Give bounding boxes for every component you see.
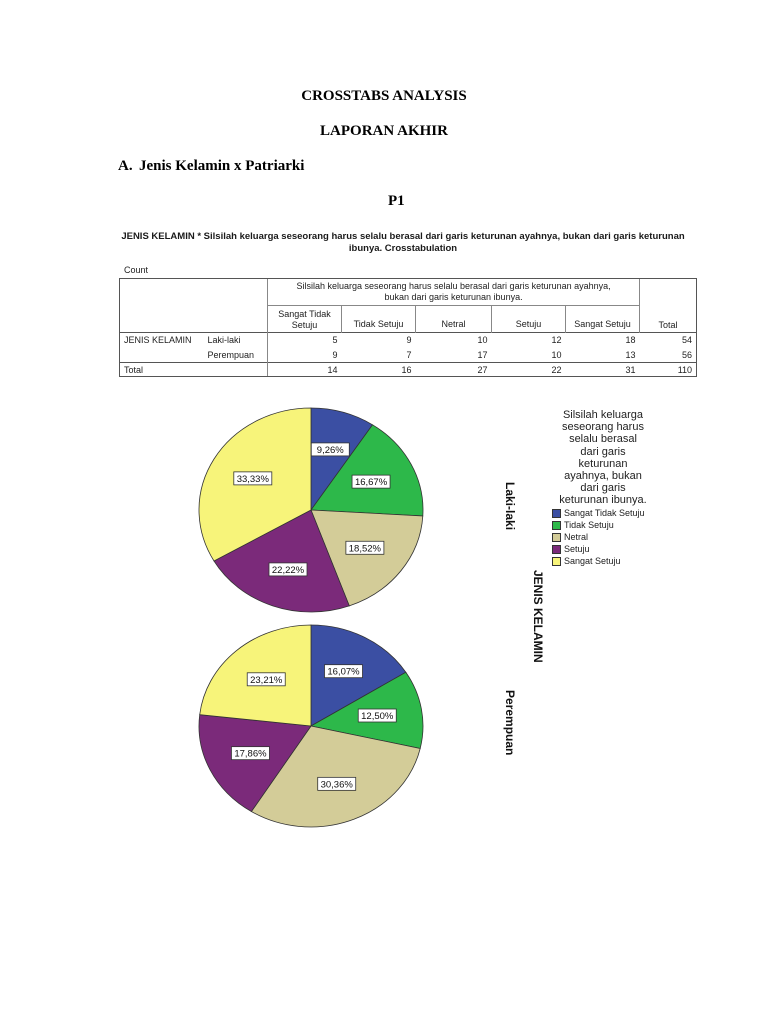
pie-data-label: 33,33% [236, 473, 269, 485]
pie-data-label: 30,36% [320, 779, 353, 791]
table-cell: 56 [640, 348, 697, 363]
legend-label: Netral [564, 532, 589, 542]
column-header: Sangat Setuju [566, 306, 640, 333]
pie-chart-perempuan [199, 625, 423, 827]
pie-data-label: 16,67% [354, 477, 388, 489]
document-title: CROSSTABS ANALYSIS [301, 88, 467, 104]
document-subtitle: LAPORAN AKHIR [320, 123, 448, 139]
legend-swatch [552, 521, 561, 530]
column-header: Netral [416, 306, 492, 333]
pie-data-label: 17,86% [234, 748, 267, 760]
table-cell: 5 [268, 333, 342, 348]
facet-label-top: Laki-laki [503, 482, 517, 531]
column-header: Setuju [492, 306, 566, 333]
legend-label: Setuju [564, 544, 590, 554]
table-cell: 9 [268, 348, 342, 363]
table-cell: 16 [342, 363, 416, 377]
column-header: Tidak Setuju [342, 306, 416, 333]
legend-label: Tidak Setuju [564, 520, 614, 530]
table-cell: 18 [566, 333, 640, 348]
table-title-line-2: ibunya. Crosstabulation [348, 243, 458, 254]
pie-data-label: 23,21% [250, 674, 283, 686]
pie-data-label: 16,07% [327, 666, 360, 678]
facet-group-axis-label: JENIS KELAMIN [531, 570, 545, 663]
legend-label: Sangat Tidak Setuju [564, 508, 645, 518]
table-cell: 14 [268, 363, 342, 377]
column-header-total: Total [640, 279, 697, 333]
legend-title-line: ayahnya, bukan [564, 470, 642, 483]
legend-title-line: dari garis [580, 482, 626, 495]
legend-item [552, 544, 590, 555]
legend-item [552, 520, 614, 531]
total-label: Total [120, 363, 268, 377]
table-cell: 31 [566, 363, 640, 377]
question-label: P1 [388, 193, 405, 209]
legend-label: Sangat Setuju [564, 556, 621, 566]
facet-label-bottom: Perempuan [503, 690, 517, 756]
pie-data-label: 9,26% [316, 444, 344, 456]
row-label: Laki-laki [204, 333, 268, 348]
row-label: Perempuan [207, 349, 255, 360]
legend-title-line: seseorang harus [562, 421, 644, 434]
legend-swatch [552, 533, 561, 542]
legend-swatch [552, 557, 561, 566]
table-cell: 110 [640, 363, 697, 377]
section-number: A. [118, 158, 133, 174]
row-group-header: JENIS KELAMIN [120, 333, 204, 348]
legend-item [552, 508, 645, 519]
table-cell: 27 [416, 363, 492, 377]
table-cell: 10 [416, 333, 492, 348]
table-cell: 13 [625, 349, 636, 360]
pie-data-label: 18,52% [348, 543, 382, 555]
legend-swatch [552, 509, 561, 518]
legend-title [538, 409, 668, 507]
group-header-line-1: Silsilah keluarga seseorang harus selalu berasal dari garis keturunan ayahnya, [296, 281, 611, 291]
legend-title-line: keturunan ibunya. [559, 494, 647, 507]
pie-chart-laki-laki [199, 408, 423, 612]
legend-title-line: selalu berasal [569, 433, 637, 446]
legend-title-line: keturunan [578, 457, 628, 470]
table-cell: 12 [492, 333, 566, 348]
table-cell: 17 [477, 349, 488, 360]
column-header: Sangat Tidak Setuju [268, 306, 342, 333]
section-title: Jenis Kelamin x Patriarki [139, 158, 305, 174]
table-cell: 10 [551, 349, 562, 360]
legend-title-line: Silsilah keluarga [562, 409, 644, 421]
table-cell: 7 [406, 349, 412, 360]
legend-item [552, 556, 621, 567]
pie-data-label: 12,50% [361, 711, 394, 723]
table-title-line-1: JENIS KELAMIN * Silsilah keluarga seseorang harus selalu berasal dari garis keturunan ayahnya, bukan dari garis keturunan [121, 231, 685, 242]
pie-data-label: 22,22% [271, 564, 305, 576]
table-cell: 9 [342, 333, 416, 348]
count-label: Count [124, 265, 149, 275]
group-header-line-2: bukan dari garis keturunan ibunya. [384, 292, 523, 302]
legend-item [552, 532, 588, 543]
legend-title-line: dari garis [580, 445, 626, 458]
table-cell: 22 [492, 363, 566, 377]
table-cell: 54 [640, 333, 697, 348]
legend-swatch [552, 545, 561, 554]
